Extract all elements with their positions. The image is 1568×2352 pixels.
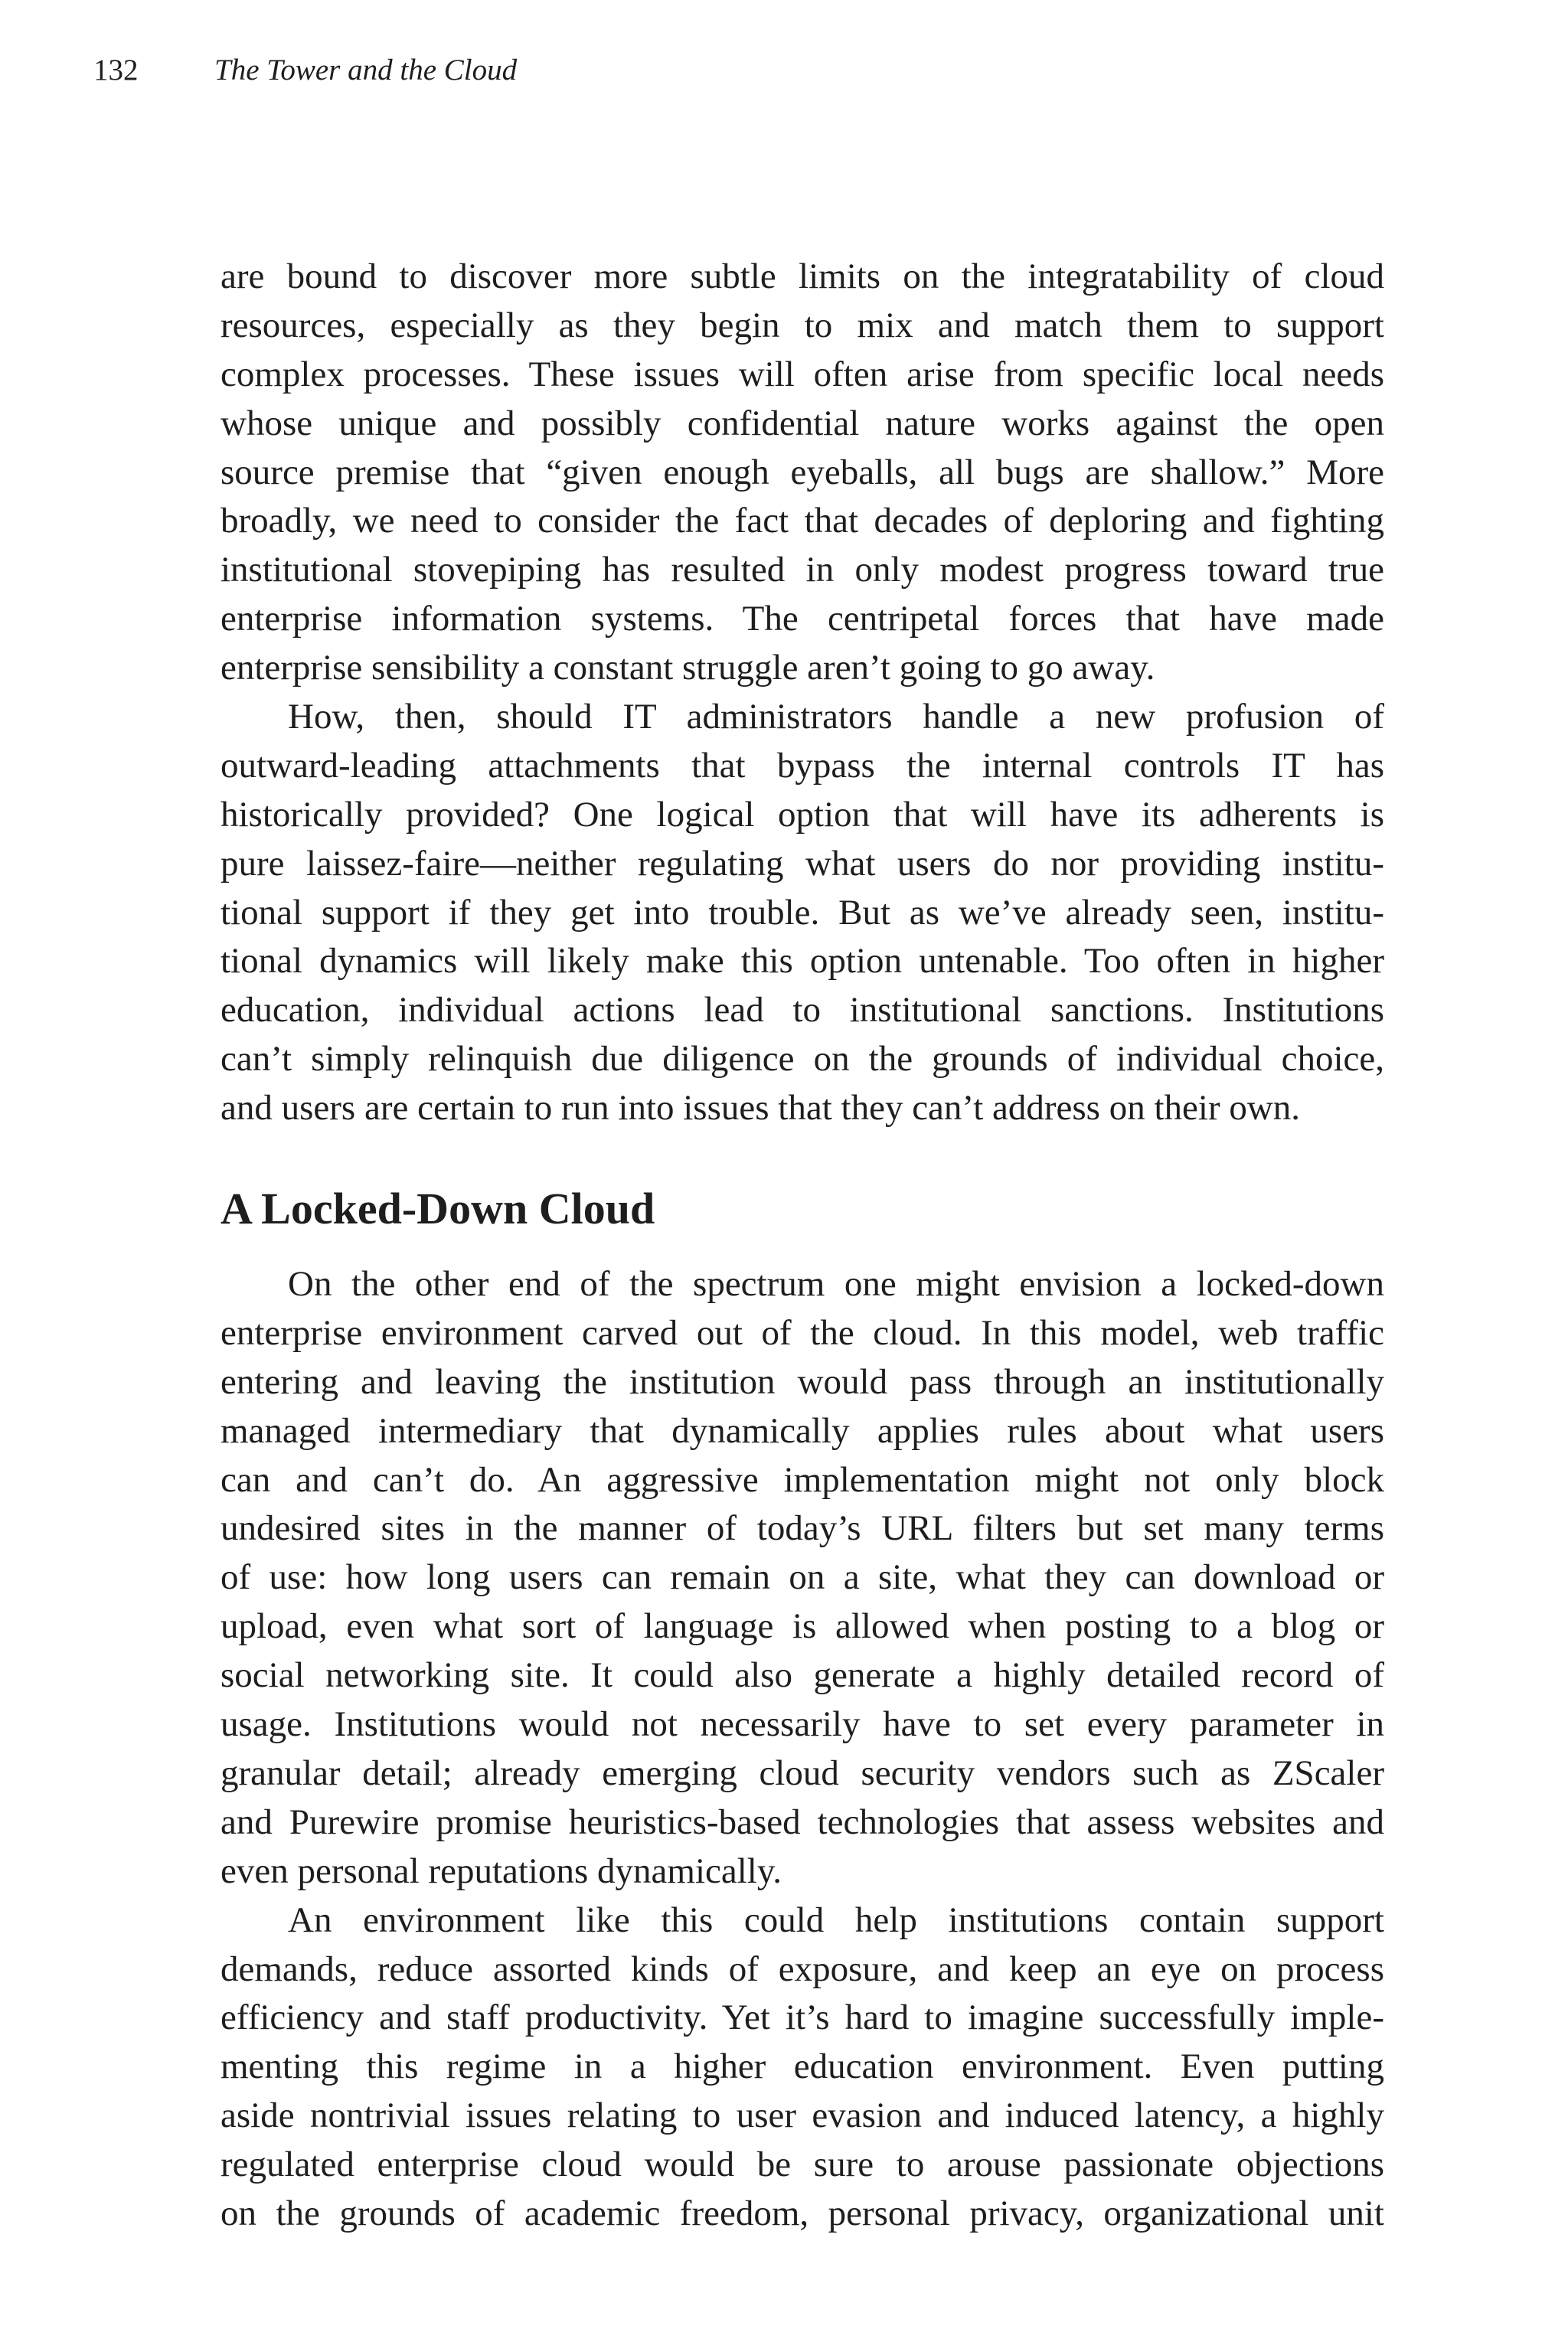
- text-line: demands, reduce assorted kinds of exposure, and keep an eye on process: [220, 1949, 1384, 1989]
- text-line: How, then, should IT administrators handle a new profusion of: [288, 697, 1384, 737]
- text-line: On the other end of the spectrum one might envision a locked-down: [288, 1264, 1384, 1305]
- text-line: aside nontrivial issues relating to user evasion and induced latency, a highly: [220, 2096, 1384, 2136]
- text-line: efficiency and staff productivity. Yet it’s hard to imagine successfully imple-: [220, 1998, 1384, 2038]
- page-number: 132: [93, 54, 139, 87]
- running-head: [0, 47, 1568, 93]
- text-line: even personal reputations dynamically.: [220, 1851, 782, 1891]
- paragraph: [220, 1260, 1384, 1896]
- text-line: can’t simply relinquish due diligence on the grounds of individual choice,: [220, 1039, 1384, 1080]
- text-line: pure laissez-faire—neither regulating what users do nor providing institu-: [220, 843, 1384, 884]
- text-line: whose unique and possibly confidential nature works against the open: [220, 403, 1384, 443]
- body-text: [220, 253, 1384, 2239]
- paragraph: [220, 1896, 1384, 2239]
- text-line: enterprise information systems. The centripetal forces that have made: [220, 599, 1384, 639]
- section-heading: A Locked-Down Cloud: [220, 1184, 655, 1234]
- text-line: are bound to discover more subtle limits on the integratability of cloud: [220, 256, 1384, 296]
- text-line: complex processes. These issues will often arise from specific local needs: [220, 354, 1384, 394]
- paragraphs-before-heading: [220, 253, 1384, 1133]
- text-line: entering and leaving the institution would pass through an institutionally: [220, 1361, 1384, 1402]
- text-line: social networking site. It could also generate a highly detailed record of: [220, 1655, 1384, 1696]
- text-line: source premise that “given enough eyeballs, all bugs are shallow.” More: [220, 452, 1384, 492]
- text-line: on the grounds of academic freedom, personal privacy, organizational unit: [220, 2193, 1384, 2233]
- text-line: outward-leading attachments that bypass the internal controls IT has: [220, 745, 1384, 786]
- text-line: broadly, we need to consider the fact that decades of deploring and fighting: [220, 501, 1384, 541]
- book-title: The Tower and the Cloud: [214, 54, 518, 87]
- text-line: usage. Institutions would not necessarily have to set every parameter in: [220, 1704, 1384, 1745]
- text-line: and users are certain to run into issues that they can’t address on their own.: [220, 1088, 1301, 1129]
- text-line: managed intermediary that dynamically applies rules about what users: [220, 1410, 1384, 1451]
- text-line: of use: how long users can remain on a site, what they can download or: [220, 1557, 1384, 1598]
- text-line: tional support if they get into trouble. But as we’ve already seen, institu-: [220, 892, 1384, 933]
- text-line: enterprise environment carved out of the cloud. In this model, web traffic: [220, 1312, 1384, 1353]
- text-line: institutional stovepiping has resulted in only modest progress toward true: [220, 550, 1384, 590]
- text-line: resources, especially as they begin to mix and match them to support: [220, 305, 1384, 345]
- text-line: undesired sites in the manner of today’s URL filters but set many terms: [220, 1508, 1384, 1549]
- text-line: and Purewire promise heuristics-based technologies that assess websites and: [220, 1802, 1384, 1842]
- text-line: can and can’t do. An aggressive implementation might not only block: [220, 1459, 1384, 1500]
- text-line: tional dynamics will likely make this option untenable. Too often in higher: [220, 941, 1384, 982]
- paragraphs-after-heading: [220, 1260, 1384, 2239]
- text-line: An environment like this could help institutions contain support: [288, 1900, 1384, 1940]
- text-line: education, individual actions lead to institutional sanctions. Institutions: [220, 990, 1384, 1031]
- text-line: menting this regime in a higher education environment. Even putting: [220, 2047, 1384, 2087]
- text-line: upload, even what sort of language is allowed when posting to a blog or: [220, 1606, 1384, 1647]
- text-line: granular detail; already emerging cloud security vendors such as ZScaler: [220, 1753, 1384, 1793]
- text-line: enterprise sensibility a constant struggle aren’t going to go away.: [220, 648, 1155, 688]
- paragraph: [220, 253, 1384, 693]
- paragraph: [220, 693, 1384, 1133]
- text-line: regulated enterprise cloud would be sure to arouse passionate objections: [220, 2145, 1384, 2185]
- text-line: historically provided? One logical option that will have its adherents is: [220, 794, 1384, 835]
